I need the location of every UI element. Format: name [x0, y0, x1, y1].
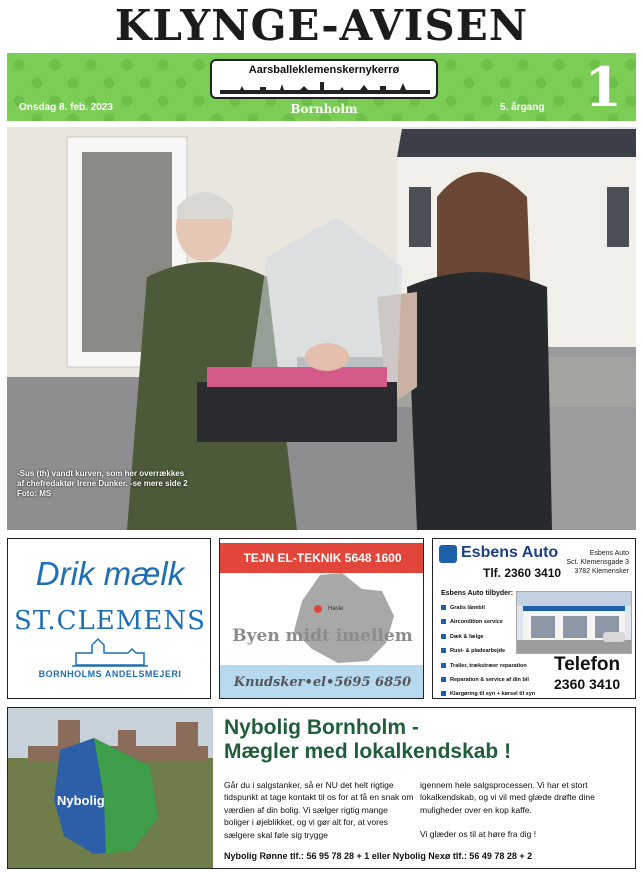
nybolig-greeting: Vi glæder os til at høre fra dig ! [420, 829, 537, 840]
list-item: Aircondition service [441, 615, 535, 629]
ad-footer: Knudsker•el•5695 6850 [220, 665, 424, 699]
nybolig-headline [224, 716, 511, 764]
village-sign-text: Aarsballeklemenskernykerrø [248, 64, 400, 76]
masthead [0, 0, 643, 52]
ad-brand: ST.CLEMENS [14, 606, 206, 636]
telefon-label: Telefon [554, 654, 621, 675]
ad-esbens-auto[interactable] [432, 538, 636, 699]
church-icon [72, 637, 148, 667]
wrench-icon [439, 545, 457, 563]
issue-date: Onsdag 8. feb. 2023 [19, 102, 113, 113]
newspaper-title: KLYNGE-AVISEN [114, 1, 529, 50]
nybolig-contact: Nybolig Rønne tlf.: 56 95 78 28 + 1 eller Nybolig Nexø tlf.: 56 49 78 28 + 2 [224, 851, 533, 861]
region-label: Bornholm [290, 102, 358, 116]
address-line: Esbens Auto [589, 550, 629, 557]
shop-photo [516, 591, 632, 654]
ad-tagline: Byen midt imellem [232, 626, 413, 646]
list-item: Gratis lånebil [441, 601, 535, 615]
map-label: Hasle [328, 606, 344, 612]
volume-label: 5. årgang [500, 102, 545, 113]
headline-line: Nybolig Bornholm - [224, 716, 419, 739]
ad-nybolig[interactable] [7, 707, 636, 869]
list-item: Klargøring til syn + kørsel til syn [441, 687, 535, 699]
nybolig-body-right [420, 779, 630, 841]
list-item: Trailer, trækstræer reparation [441, 659, 535, 673]
hammershus-landscape [8, 708, 213, 869]
ad-slogan: Drik mælk [35, 555, 185, 592]
masthead-band [7, 53, 636, 121]
list-item: Rust- & pladearbejde [441, 644, 535, 658]
offers-heading: Esbens Auto tilbyder: [441, 590, 514, 597]
headline-line: Mægler med lokalkendskab ! [224, 740, 512, 763]
issue-number: 1 [584, 55, 622, 119]
ad-phone: Tlf. 2360 3410 [483, 566, 562, 580]
list-item: Dæk & fælge [441, 630, 535, 644]
nybolig-body-text: igennem hele salgsprocessen. Vi har et stort lokalkendskab, og vi vil med glæde drøfte dine muligheder over en kop kaffe. [420, 780, 595, 815]
nybolig-logo-text: Nybolig [57, 793, 105, 808]
ad-address [566, 549, 629, 576]
telefon-number: 2360 3410 [554, 676, 621, 692]
ad-header: TEJN EL-TEKNIK 5648 1600 [220, 543, 424, 573]
address-line: Sct. Klemensgade 3 [566, 559, 629, 566]
ad-name: Esbens Auto [461, 544, 559, 561]
address-line: 3782 Klemensker [574, 568, 629, 575]
caption-line: af chefredaktør Irene Dunker. -se mere side 2 [17, 479, 188, 488]
front-photo [7, 127, 636, 530]
ad-st-clemens[interactable] [7, 538, 211, 699]
caption-line: Foto: MS [17, 489, 52, 498]
bornholm-map-icon [282, 561, 402, 665]
ad-subtitle: BORNHOLMS ANDELSMEJERI [38, 669, 182, 679]
garage-illustration [517, 592, 631, 653]
nybolig-body-left: Går du i salgstanker, så er NU det helt rigtige tidspunkt at tage kontakt til os for at få en snak om værdien af din bolig. Vi sælger rigtig mange boliger i øjeblikket, og vi gør alt for, at vores sælgere skal føle sig trygge [224, 780, 414, 840]
caption-line: -Sus (th) vandt kurven, som her overrækkes [17, 469, 185, 478]
skyline-icon [220, 80, 430, 94]
ad-tejn-el-teknik[interactable] [219, 538, 424, 699]
village-sign [210, 59, 438, 99]
list-item: Reparation & service af din bil [441, 673, 535, 687]
photo-caption [17, 469, 217, 499]
